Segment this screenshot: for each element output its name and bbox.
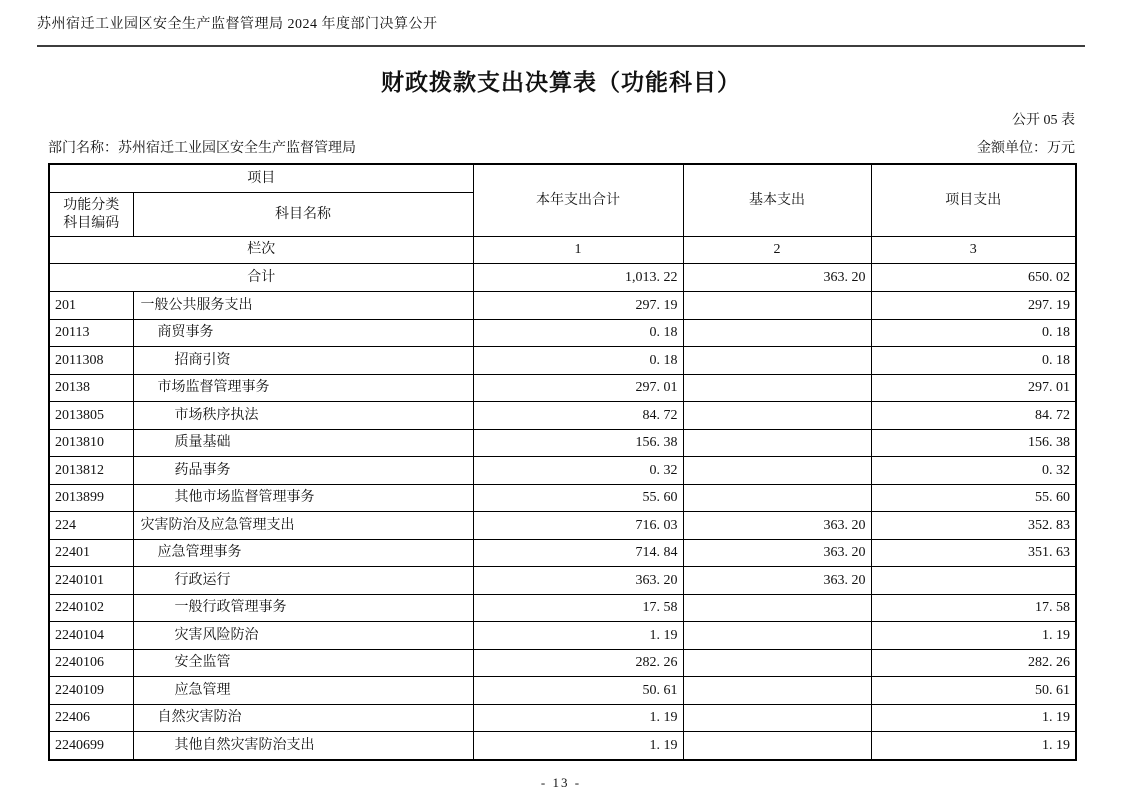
column-index-1: 1 — [473, 237, 683, 264]
document-header-note — [37, 10, 1085, 47]
cell-year-total: 156. 38 — [473, 429, 683, 457]
table-row — [49, 539, 1076, 567]
cell-subject-code: 2240104 — [49, 622, 133, 650]
table-row — [49, 512, 1076, 540]
cell-year-total: 17. 58 — [473, 594, 683, 622]
cell-project-expense: 1. 19 — [871, 704, 1076, 732]
cell-subject-code: 22406 — [49, 704, 133, 732]
total-row-basic: 363. 20 — [683, 264, 871, 292]
total-row-total: 1,013. 22 — [473, 264, 683, 292]
table-row — [49, 484, 1076, 512]
cell-year-total: 55. 60 — [473, 484, 683, 512]
page-title: 财政拨款支出决算表（功能科目） — [381, 70, 741, 95]
amount-unit-label: 金额单位：万元 — [977, 141, 1075, 156]
cell-project-expense: 55. 60 — [871, 484, 1076, 512]
cell-basic-expense — [683, 402, 871, 430]
cell-subject-code: 2240699 — [49, 732, 133, 760]
meta-row — [48, 137, 1075, 157]
cell-project-expense: 0. 32 — [871, 457, 1076, 485]
table-row — [49, 567, 1076, 595]
column-index-3: 3 — [871, 237, 1076, 264]
table-row — [49, 594, 1076, 622]
table-row — [49, 347, 1076, 375]
cell-year-total: 84. 72 — [473, 402, 683, 430]
cell-subject-name: 市场秩序执法 — [133, 402, 473, 430]
cell-subject-code: 224 — [49, 512, 133, 540]
cell-project-expense: 1. 19 — [871, 732, 1076, 760]
cell-subject-code: 2013812 — [49, 457, 133, 485]
cell-subject-name: 其他市场监督管理事务 — [133, 484, 473, 512]
cell-subject-name: 灾害风险防治 — [133, 622, 473, 650]
cell-subject-code: 2240101 — [49, 567, 133, 595]
table-row — [49, 292, 1076, 320]
cell-project-expense: 84. 72 — [871, 402, 1076, 430]
cell-year-total: 282. 26 — [473, 649, 683, 677]
cell-basic-expense — [683, 677, 871, 705]
total-row-label: 合计 — [49, 264, 473, 292]
cell-subject-name: 行政运行 — [133, 567, 473, 595]
cell-basic-expense — [683, 429, 871, 457]
column-index-row — [49, 237, 1076, 264]
cell-year-total: 1. 19 — [473, 622, 683, 650]
cell-subject-code: 2240109 — [49, 677, 133, 705]
header-note-text: 苏州宿迁工业园区安全生产监督管理局 2024 年度部门决算公开 — [37, 17, 438, 32]
total-row-project: 650. 02 — [871, 264, 1076, 292]
col-header-basic: 基本支出 — [683, 164, 871, 237]
cell-subject-code: 201 — [49, 292, 133, 320]
cell-year-total: 0. 32 — [473, 457, 683, 485]
cell-project-expense: 50. 61 — [871, 677, 1076, 705]
cell-project-expense: 0. 18 — [871, 319, 1076, 347]
table-row — [49, 429, 1076, 457]
table-row — [49, 677, 1076, 705]
col-header-code-line1: 功能分类 — [63, 198, 120, 213]
cell-subject-name: 安全监管 — [133, 649, 473, 677]
cell-subject-code: 22401 — [49, 539, 133, 567]
table-row — [49, 732, 1076, 760]
cell-year-total: 716. 03 — [473, 512, 683, 540]
cell-subject-code: 20113 — [49, 319, 133, 347]
table-row — [49, 457, 1076, 485]
cell-subject-name: 质量基础 — [133, 429, 473, 457]
cell-basic-expense — [683, 319, 871, 347]
cell-subject-name: 自然灾害防治 — [133, 704, 473, 732]
cell-project-expense: 282. 26 — [871, 649, 1076, 677]
col-header-code — [49, 193, 133, 237]
cell-project-expense — [871, 567, 1076, 595]
cell-basic-expense — [683, 594, 871, 622]
cell-basic-expense: 363. 20 — [683, 512, 871, 540]
table-row — [49, 402, 1076, 430]
cell-basic-expense — [683, 292, 871, 320]
cell-project-expense: 352. 83 — [871, 512, 1076, 540]
cell-basic-expense — [683, 457, 871, 485]
cell-year-total: 50. 61 — [473, 677, 683, 705]
col-header-code-line2: 科目编码 — [63, 215, 120, 231]
col-header-total: 本年支出合计 — [473, 164, 683, 237]
cell-basic-expense — [683, 732, 871, 760]
cell-basic-expense — [683, 347, 871, 375]
cell-project-expense: 1. 19 — [871, 622, 1076, 650]
cell-year-total: 297. 01 — [473, 374, 683, 402]
cell-year-total: 0. 18 — [473, 319, 683, 347]
cell-subject-name: 应急管理 — [133, 677, 473, 705]
cell-subject-code: 2011308 — [49, 347, 133, 375]
cell-year-total: 297. 19 — [473, 292, 683, 320]
cell-subject-code: 2013899 — [49, 484, 133, 512]
cell-basic-expense — [683, 704, 871, 732]
table-row — [49, 649, 1076, 677]
cell-subject-code: 2013805 — [49, 402, 133, 430]
cell-subject-code: 20138 — [49, 374, 133, 402]
table-row — [49, 704, 1076, 732]
cell-project-expense: 351. 63 — [871, 539, 1076, 567]
table-row — [49, 622, 1076, 650]
cell-subject-code: 2240106 — [49, 649, 133, 677]
cell-basic-expense — [683, 622, 871, 650]
cell-subject-code: 2240102 — [49, 594, 133, 622]
table-body — [49, 264, 1076, 760]
cell-basic-expense — [683, 484, 871, 512]
page-number: - 13 - — [540, 774, 582, 790]
cell-basic-expense — [683, 649, 871, 677]
column-index-2: 2 — [683, 237, 871, 264]
table-header-row-1 — [49, 164, 1076, 193]
cell-subject-name: 商贸事务 — [133, 319, 473, 347]
table-row — [49, 319, 1076, 347]
table-row — [49, 374, 1076, 402]
total-row — [49, 264, 1076, 292]
cell-project-expense: 297. 01 — [871, 374, 1076, 402]
cell-year-total: 1. 19 — [473, 732, 683, 760]
cell-year-total: 714. 84 — [473, 539, 683, 567]
cell-basic-expense: 363. 20 — [683, 567, 871, 595]
cell-subject-name: 应急管理事务 — [133, 539, 473, 567]
col-header-name: 科目名称 — [133, 193, 473, 237]
cell-project-expense: 297. 19 — [871, 292, 1076, 320]
table-code-label: 公开 05 表 — [1012, 113, 1075, 128]
column-index-label: 栏次 — [49, 237, 473, 264]
cell-subject-name: 一般行政管理事务 — [133, 594, 473, 622]
col-header-project-exp: 项目支出 — [871, 164, 1076, 237]
cell-basic-expense: 363. 20 — [683, 539, 871, 567]
cell-year-total: 1. 19 — [473, 704, 683, 732]
cell-year-total: 363. 20 — [473, 567, 683, 595]
cell-year-total: 0. 18 — [473, 347, 683, 375]
cell-project-expense: 156. 38 — [871, 429, 1076, 457]
cell-subject-code: 2013810 — [49, 429, 133, 457]
cell-subject-name: 招商引资 — [133, 347, 473, 375]
cell-subject-name: 市场监督管理事务 — [133, 374, 473, 402]
cell-project-expense: 0. 18 — [871, 347, 1076, 375]
cell-subject-name: 其他自然灾害防治支出 — [133, 732, 473, 760]
cell-subject-name: 一般公共服务支出 — [133, 292, 473, 320]
department-name-label: 部门名称：苏州宿迁工业园区安全生产监督管理局 — [48, 141, 356, 156]
cell-project-expense: 17. 58 — [871, 594, 1076, 622]
cell-basic-expense — [683, 374, 871, 402]
document-page — [0, 10, 1122, 791]
col-header-project-group: 项目 — [49, 164, 473, 193]
cell-subject-name: 药品事务 — [133, 457, 473, 485]
budget-table — [48, 163, 1077, 761]
cell-subject-name: 灾害防治及应急管理支出 — [133, 512, 473, 540]
